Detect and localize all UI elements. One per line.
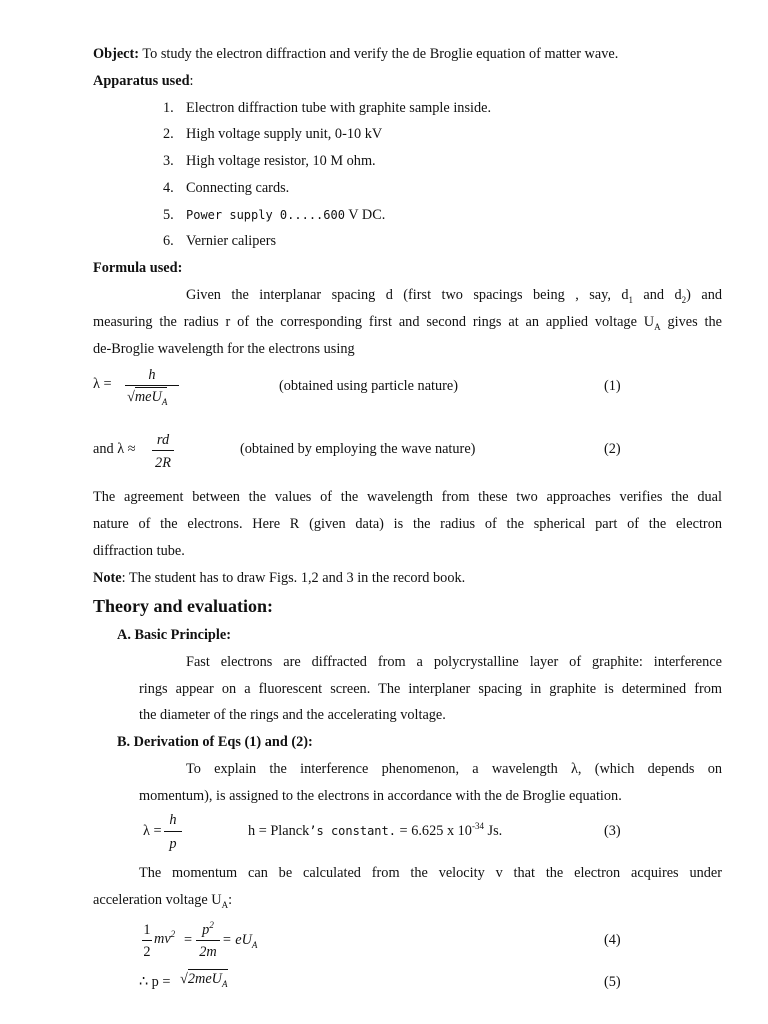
- eq3-note-text: h = Planck: [248, 823, 310, 839]
- list-item-text: High voltage resistor, 10 M ohm.: [186, 153, 376, 169]
- eq3-numerator: h: [169, 812, 177, 828]
- formula-heading: Formula used:: [93, 260, 183, 276]
- eq4-half-numerator: 1: [143, 922, 151, 938]
- agreement-line3: diffraction tube.: [93, 543, 185, 559]
- eq2-numerator: rd: [156, 432, 170, 448]
- note-label: Note: [93, 570, 122, 586]
- section-a-line2: rings appear on a fluorescent screen. The interplaner spacing in graphite is determined from: [139, 681, 722, 697]
- formula-text: Given the interplanar spacing d (first two spacings being , say, d: [186, 287, 629, 303]
- list-item-text: Electron diffraction tube with graphite sample inside.: [186, 100, 492, 116]
- eq1-den-text: meU: [134, 389, 162, 405]
- list-item-number: 5.: [163, 207, 174, 223]
- agreement-line1: The agreement between the values of the wavelength from these two approaches verifies the dual: [93, 489, 722, 505]
- eq5-rhs: [180, 971, 228, 989]
- eq2-note: (obtained by employing the wave nature): [240, 441, 476, 457]
- list-item-text: High voltage supply unit, 0-10 kV: [186, 126, 383, 142]
- eq4-number: (4): [604, 932, 621, 948]
- eq4-p-numerator: [196, 922, 220, 939]
- subscript: A: [251, 939, 258, 950]
- subscript: A: [654, 321, 661, 332]
- eq1-denominator: [127, 389, 168, 407]
- eq4-p: p: [202, 922, 210, 938]
- fraction-bar: [125, 385, 179, 386]
- fraction-bar: [164, 831, 182, 832]
- list-item-number: 2.: [163, 126, 174, 142]
- eq3-note-text: ’s constant.: [309, 824, 396, 838]
- object-line: [93, 47, 618, 61]
- eq1-numerator: h: [148, 367, 156, 383]
- apparatus-label: Apparatus used: [93, 73, 190, 89]
- eq1-lhs: λ =: [93, 376, 112, 392]
- eq3-note-text: Js.: [483, 823, 503, 839]
- power-supply-unit: V DC.: [344, 207, 386, 223]
- eq3-note-text: = 6.625 x 10: [395, 823, 472, 839]
- note-line: [93, 571, 465, 585]
- formula-text: gives the: [660, 314, 722, 330]
- theory-heading: Theory and evaluation:: [93, 596, 274, 616]
- eq4-mv-text: mv: [154, 931, 171, 947]
- object-label: Object:: [93, 46, 140, 62]
- formula-para-line3: de-Broglie wavelength for the electrons using: [93, 341, 355, 357]
- formula-text: and d: [633, 287, 682, 303]
- apparatus-colon: :: [189, 73, 194, 89]
- superscript: 2: [209, 920, 214, 931]
- list-item-number: 4.: [163, 180, 174, 196]
- list-item-number: 1.: [163, 100, 174, 116]
- subscript: A: [222, 978, 228, 989]
- formula-text: measuring the radius r of the corresponding first and second rings at an applied voltage U: [93, 314, 655, 330]
- superscript: 2: [170, 929, 176, 940]
- list-item: [163, 127, 174, 141]
- fraction-bar: [142, 940, 152, 941]
- formula-para-line2: [93, 314, 722, 332]
- sqrt-icon: √: [127, 389, 135, 405]
- eq3-note: [248, 821, 503, 839]
- subscript: A: [161, 396, 168, 407]
- formula-text: ) and: [686, 287, 722, 303]
- list-item-number: 6.: [163, 233, 174, 249]
- list-item-text: Connecting cards.: [186, 180, 290, 196]
- list-item: [163, 101, 174, 115]
- eq2-lhs: and λ ≈: [93, 441, 136, 457]
- eq3-number: (3): [604, 823, 621, 839]
- subscript: 1: [628, 294, 633, 305]
- list-item-text: Vernier calipers: [186, 233, 277, 249]
- list-item: [163, 208, 174, 222]
- section-a-line1: Fast electrons are diffracted from a polycrystalline layer of graphite: interference: [186, 654, 722, 670]
- eq1-note: (obtained using particle nature): [279, 378, 459, 394]
- eq5-number: (5): [604, 974, 621, 990]
- eq4-mv: [154, 929, 176, 947]
- fraction-bar: [152, 450, 174, 451]
- eq5-lhs: ∴ p =: [139, 974, 171, 990]
- eq4-half-denominator: 2: [143, 944, 151, 960]
- section-b-line2: momentum), is assigned to the electrons in accordance with the de Broglie equation.: [139, 788, 622, 804]
- section-b-line1: To explain the interference phenomenon, a wavelength λ, (which depends on: [186, 761, 722, 777]
- eq1-number: (1): [604, 378, 621, 394]
- eq2-number: (2): [604, 441, 621, 457]
- section-a-line3: the diameter of the rings and the accelerating voltage.: [139, 707, 446, 723]
- list-item-text: [186, 208, 385, 222]
- momentum-text: :: [228, 892, 233, 908]
- note-text: : The student has to draw Figs. 1,2 and 3 in the record book.: [121, 570, 466, 586]
- eq2-denominator: 2R: [155, 455, 171, 471]
- list-item: [163, 181, 174, 195]
- list-item: [163, 234, 174, 248]
- eq4-p-denominator: 2m: [199, 944, 217, 960]
- eq5-radicand: 2meU: [187, 971, 223, 987]
- eq4-rhs: [222, 932, 258, 950]
- object-text: To study the electron diffraction and verify the de Broglie equation of matter wave.: [139, 46, 619, 62]
- fraction-bar: [196, 940, 220, 941]
- eq3-lhs: λ =: [143, 823, 162, 839]
- list-item: [163, 154, 174, 168]
- eq4-rhs-text: = eU: [222, 932, 252, 948]
- subscript: 2: [681, 294, 687, 305]
- subscript: A: [221, 899, 229, 910]
- eq4-equals: =: [184, 932, 193, 948]
- momentum-text: acceleration voltage U: [93, 892, 222, 908]
- section-b-heading: B. Derivation of Eqs (1) and (2):: [117, 734, 313, 750]
- agreement-line2: nature of the electrons. Here R (given data) is the radius of the spherical part of the electron: [93, 516, 722, 532]
- section-b-line3: The momentum can be calculated from the velocity v that the electron acquires under: [139, 865, 722, 881]
- superscript: -34: [471, 821, 484, 832]
- eq3-denominator: p: [169, 836, 177, 852]
- power-supply-text: Power supply 0.....600: [186, 208, 345, 222]
- section-a-heading: A. Basic Principle:: [117, 627, 231, 643]
- section-b-line4: [93, 892, 233, 910]
- list-item-number: 3.: [163, 153, 174, 169]
- sqrt-icon: √: [180, 971, 188, 987]
- formula-para-line1: [186, 287, 722, 305]
- apparatus-heading: [93, 74, 194, 88]
